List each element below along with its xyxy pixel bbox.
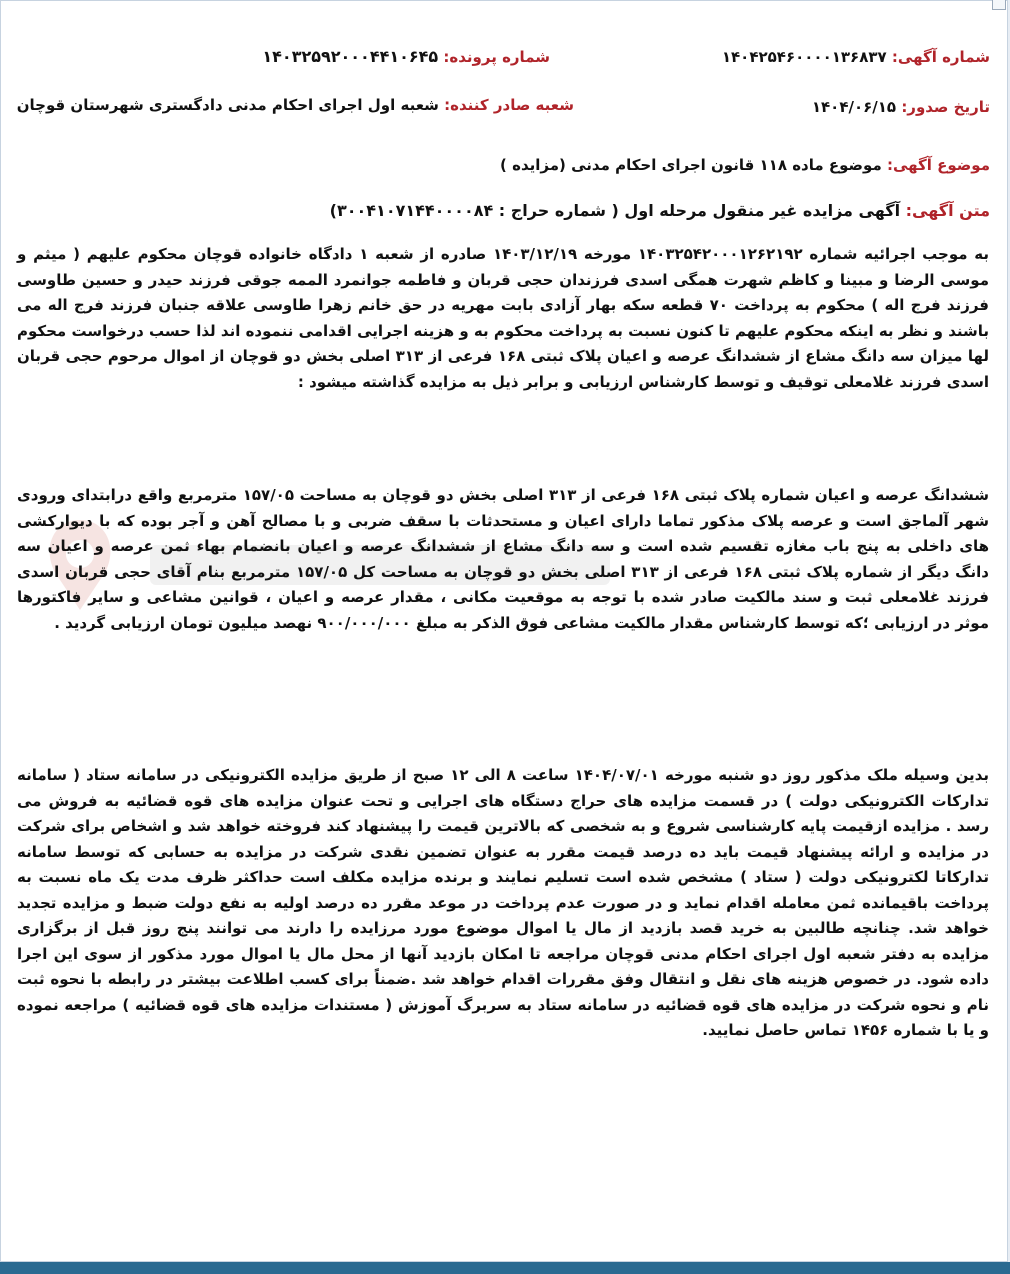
file-number-value: ۱۴۰۳۲۵۹۲۰۰۰۴۴۱۰۶۴۵ (262, 47, 439, 66)
paragraph-3: بدین وسیله ملک مذکور روز دو شنبه مورخه ۱۴۰۴/۰۷/۰۱ ساعت ۸ الی ۱۲ صبح از طریق مزایده الکترونیکی در سامانه ستاد ( سامانه تدارکات الکترونیکی دولت ) در قسمت مزایده های حراج دستگاه های اجرایی و تحت عنوان مزایده های قوه قضائیه به فروش می رسد . مزایده ازقیمت پایه کارشناسی شروع و به شخصی که بالاترین قیمت را پیشنهاد کند فروخته خواهد شد و اشخاص برای شرکت در مزایده و ارائه پیشنهاد قیمت باید ده درصد قیمت مقرر به عنوان تضمین نقدی شرکت در مزایده به حسابی که توسط سامانه تدارکاتا لکترونیکی دولت ( ستاد ) مشخص شده است تسلیم نمایند و برنده مزایده مکلف است حداکثر ظرف مدت یک ماه نسبت به پرداخت باقیمانده ثمن معامله اقدام نماید و در صورت عدم پرداخت در موعد مقرر ده درصد اولیه به نفع دولت ضبط و مزایده تجدید خواهد شد. چنانچه طالبین به خرید قصد بازدید از مال یا اموال موضوع مورد مرزایده را دارند می توانند پنج روز قبل از برگزاری مزایده به دفتر شعبه اول اجرای احکام مدنی قوچان مراجعه تا امکان بازدید آنها از محل مال یا اموال مورد مذکور از سوی این اجرا داده شود. در خصوص هزینه های نقل و انتقال وفق مقررات اقدام خواهد شد .ضمناً برای کسب اطلاعت بیشتر در رابطه با نحوه ثبت نام و نحوه شرکت در مزایده های قوه قضائیه در سامانه ستاد به سربرگ آموزش ( مستندات مزایده های قوه قضائیه ) مراجعه نموده و یا با شماره ۱۴۵۶ تماس حاصل نمایید. (17, 766, 989, 1039)
issuer-value: شعبه اول اجرای احکام مدنی دادگستری شهرستان قوچان (16, 96, 439, 114)
subject-value: موضوع ماده ۱۱۸ قانون اجرای احکام مدنی (مزایده ) (500, 156, 882, 174)
ad-text-title: آگهی مزایده غیر منقول مرحله اول ( شماره حراج : ۳۰۰۴۱۰۷۱۴۴۰۰۰۰۸۴) (329, 201, 901, 220)
subject-label: موضوع آگهی: (886, 156, 990, 174)
ad-number-label: شماره آگهی: (891, 48, 990, 66)
ad-text-label: متن آگهی: (905, 201, 990, 220)
ad-text-row (330, 200, 990, 222)
issuer-label: شعبه صادر کننده: (444, 96, 574, 114)
ad-number-row (722, 46, 990, 68)
file-number-label: شماره پرونده: (443, 48, 550, 66)
ad-number-value: ۱۴۰۴۲۵۴۶۰۰۰۰۱۳۶۸۳۷ (721, 48, 887, 66)
issue-date-row (812, 96, 990, 118)
bottom-bar (0, 1262, 1010, 1274)
paragraph-2: ششدانگ عرصه و اعیان شماره پلاک ثبتی ۱۶۸ فرعی از ۳۱۳ اصلی بخش دو قوچان به مساحت ۱۵۷/۰۵ مترمربع واقع درابتدای ورودی شهر آلماجق است و عرصه پلاک مذکور تماما دارای اعیان و مستحدثات با سقف ضربی و با مصالح آهن و آجر بوده که با دیوارکشی های داخلی به پنج باب مغازه تقسیم شده است و سه دانگ مشاع از ششدانگ عرصه و اعیان بانضمام بهاء ثمن عرصه و اعیان سه دانگ دیگر از شماره پلاک ثبتی ۱۶۸ فرعی از ۳۱۳ اصلی بخش دو قوچان به مساحت کل ۱۵۷/۰۵ مترمربع بنام آقای حجی قربان اسدی فرزند غلامعلی ثبت و سند مالکیت صادر شده با توجه به موقعیت مکانی ، مقدار عرصه و اعیان ، قوانین مشاعی و سایر فاکتورها موثر در ارزیابی ؛که توسط کارشناس مقدار مالکیت مشاعی فوق الذکر به مبلغ ۹۰۰/۰۰۰/۰۰۰ نهصد میلیون تومان ارزیابی گردید . (17, 486, 989, 632)
file-number-row (262, 46, 550, 68)
subject-row (500, 154, 990, 176)
issue-date-label: تاریخ صدور: (901, 98, 990, 116)
paragraph-1: به موجب اجرائیه شماره ۱۴۰۳۲۵۴۲۰۰۰۱۲۶۲۱۹۲ مورخه ۱۴۰۳/۱۲/۱۹ صادره از شعبه ۱ دادگاه خانواده قوچان محکوم علیهم ( میثم و موسی الرضا و مبینا و کاظم شهرت همگی اسدی فرزندان حجی قربان و فاطمه جوانمرد الممه جوقی فرزند حیدر و حسین طاوسی فرزند فرج اله ) محکوم به پرداخت ۷۰ قطعه سکه بهار آزادی بابت مهریه در حق خانم زهرا طاوسی علاقه جنبان فرزند فرج اله می باشند و نظر به اینکه محکوم علیهم تا کنون نسبت به پرداخت محکوم به و هزینه اجرایی اقدامی ننموده اند لذا حسب درخواست محکوم لها میزان سه دانگ مشاع از ششدانگ عرصه و اعیان پلاک ثبتی ۱۶۸ فرعی از ۳۱۳ اصلی بخش دو قوچان از اموال مرحوم حجی قربان اسدی فرزند غلامعلی توقیف و توسط کارشناس ارزیابی و برابر ذیل به مزایده گذاشته میشود : (17, 245, 989, 391)
issue-date-value: ۱۴۰۴/۰۶/۱۵ (811, 98, 897, 116)
issuer-row (17, 94, 574, 116)
